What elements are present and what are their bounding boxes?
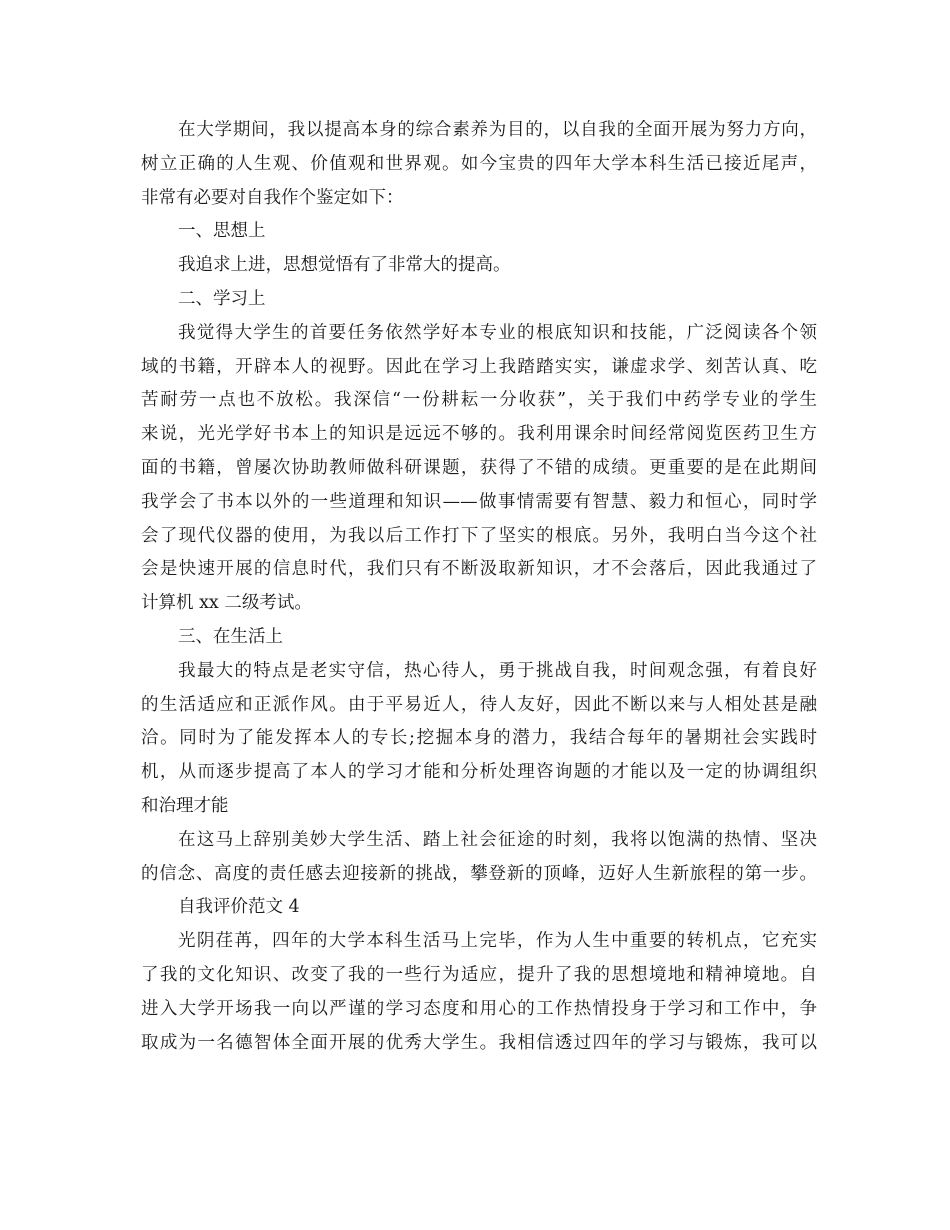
paragraph-line: 在大学期间，我以提高本身的综合素养为目的，以自我的全面开展为努力方向， [178, 120, 817, 140]
paragraph-line: 我追求上进，思想觉悟有了非常大的提高。 [178, 255, 511, 276]
paragraph-line: 面的书籍，曾屡次协助教师做科研课题，获得了不错的成绩。更重要的是在此期间 [141, 457, 817, 478]
paragraph-line: 域的书籍，开辟本人的视野。因此在学习上我踏踏实实，谦虚求学、刻苦认真、吃 [141, 356, 817, 377]
section-heading-sample-4: 自我评价范文 4 [178, 897, 300, 918]
section-heading-life: 三、在生活上 [178, 626, 283, 647]
paragraph-line: 我学会了书本以外的一些道理和知识——做事情需要有智慧、毅力和恒心，同时学 [141, 491, 817, 512]
paragraph-line: 洽。同时为了能发挥本人的专长;挖掘本身的潜力，我结合每年的暑期社会实践时 [141, 728, 817, 749]
paragraph-line: 了我的文化知识、改变了我的一些行为适应，提升了我的思想境地和精神境地。自 [141, 964, 817, 985]
section-heading-thought: 一、思想上 [178, 221, 266, 242]
paragraph-line: 我觉得大学生的首要任务依然学好本专业的根底知识和技能，广泛阅读各个领 [178, 322, 817, 343]
paragraph-line: 非常有必要对自我作个鉴定如下： [141, 187, 404, 208]
paragraph-line: 我最大的特点是老实守信，热心待人，勇于挑战自我，时间观念强，有着良好 [178, 660, 817, 681]
document-body [141, 114, 817, 1060]
section-heading-study: 二、学习上 [178, 288, 266, 309]
paragraph-line: 树立正确的人生观、价值观和世界观。如今宝贵的四年大学本科生活已接近尾声， [141, 153, 817, 174]
paragraph-line: 来说，光光学好书本上的知识是远远不够的。我利用课余时间经常阅览医药卫生方 [141, 424, 817, 445]
paragraph-line: 的信念、高度的责任感去迎接新的挑战，攀登新的顶峰，迈好人生新旅程的第一步。 [141, 863, 817, 884]
paragraph-line: 苦耐劳一点也不放松。我深信“一份耕耘一分收获”，关于我们中药学专业的学生 [141, 390, 817, 411]
paragraph-line: 的生活适应和正派作风。由于平易近人，待人友好，因此不断以来与人相处甚是融 [141, 694, 817, 715]
paragraph-line: 进入大学开场我一向以严谨的学习态度和用心的工作热情投身于学习和工作中，争 [141, 998, 817, 1019]
paragraph-line: 取成为一名德智体全面开展的优秀大学生。我相信透过四年的学习与锻炼，我可以 [141, 1032, 817, 1053]
paragraph-line: 机，从而逐步提高了本人的学习才能和分析处理咨询题的才能以及一定的协调组织 [141, 762, 817, 783]
paragraph-line: 在这马上辞别美妙大学生活、踏上社会征途的时刻，我将以饱满的热情、坚决 [178, 829, 817, 850]
paragraph-line: 和治理才能 [141, 795, 229, 816]
paragraph-line: 光阴荏苒，四年的大学本科生活马上完毕，作为人生中重要的转机点，它充实 [178, 931, 817, 952]
paragraph-line: 会了现代仪器的使用，为我以后工作打下了坚实的根底。另外，我明白当今这个社 [141, 525, 817, 546]
paragraph-line: 会是快速开展的信息时代，我们只有不断汲取新知识，才不会落后，因此我通过了 [141, 559, 817, 580]
paragraph-line: 计算机 xx 二级考试。 [141, 593, 312, 614]
